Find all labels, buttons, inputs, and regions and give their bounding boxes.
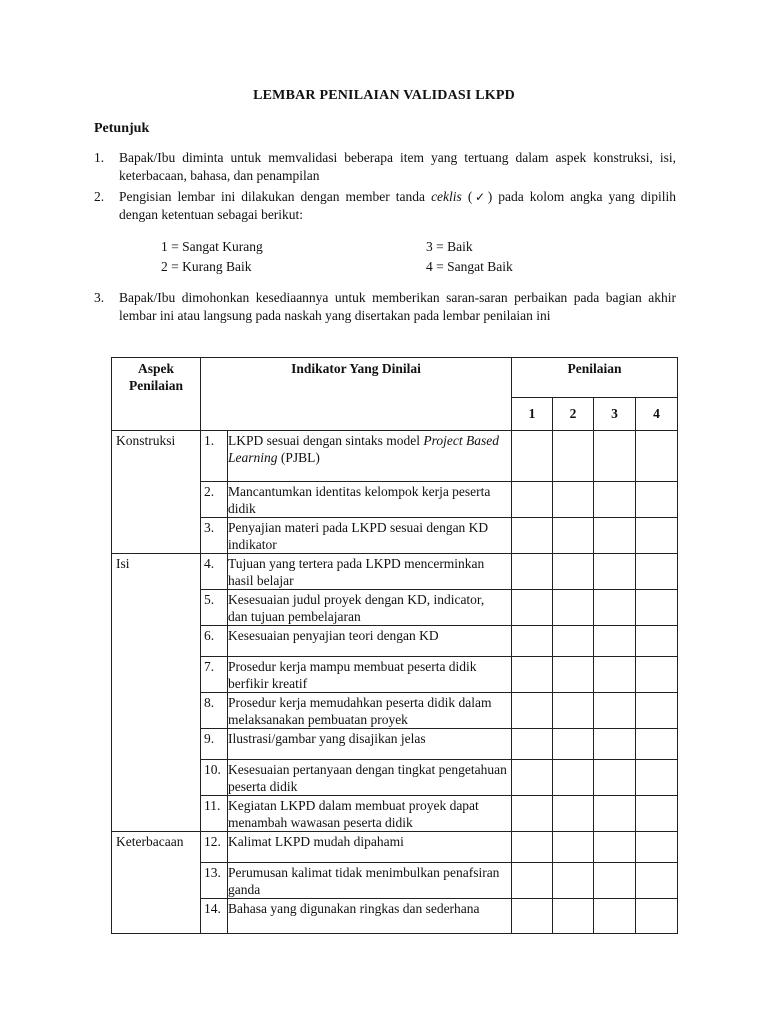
aspect-konstruksi: Konstruksi <box>112 431 201 554</box>
indicator-text: Tujuan yang tertera pada LKPD mencerminkan hasil belajar <box>228 554 512 590</box>
score-cell-1[interactable] <box>512 693 553 729</box>
score-cell-3[interactable] <box>594 899 636 934</box>
score-cell-1[interactable] <box>512 832 553 863</box>
score-cell-4[interactable] <box>636 482 678 518</box>
score-cell-1[interactable] <box>512 482 553 518</box>
indicator-text: Prosedur kerja mampu membuat peserta didik berfikir kreatif <box>228 657 512 693</box>
row-number: 11. <box>201 796 228 832</box>
score-cell-4[interactable] <box>636 590 678 626</box>
instruction-text: Pengisian lembar ini dilakukan dengan member tanda ceklis (✓) pada kolom angka yang dipilih dengan ketentuan sebagai berikut: <box>119 189 677 222</box>
score-cell-3[interactable] <box>594 693 636 729</box>
score-cell-1[interactable] <box>512 863 553 899</box>
scale-item: 3 = Baik <box>426 239 473 254</box>
score-cell-1[interactable] <box>512 431 553 482</box>
indicator-text: Kesesuaian judul proyek dengan KD, indicator, dan tujuan pembelajaran <box>228 590 512 626</box>
indicator-text: Prosedur kerja memudahkan peserta didik dalam melaksanakan pembuatan proyek <box>228 693 512 729</box>
scale-item: 4 = Sangat Baik <box>426 259 513 274</box>
row-number: 7. <box>201 657 228 693</box>
score-cell-3[interactable] <box>594 590 636 626</box>
header-aspect: Aspek Penilaian <box>112 358 201 431</box>
instructions-heading: Petunjuk <box>94 121 150 136</box>
header-score: Penilaian <box>512 358 678 398</box>
score-cell-4[interactable] <box>636 796 678 832</box>
indicator-text: Mancantumkan identitas kelompok kerja peserta didik <box>228 482 512 518</box>
score-cell-1[interactable] <box>512 760 553 796</box>
score-cell-3[interactable] <box>594 832 636 863</box>
score-cell-2[interactable] <box>553 590 594 626</box>
row-number: 14. <box>201 899 228 934</box>
score-cell-2[interactable] <box>553 657 594 693</box>
aspect-keterbacaan: Keterbacaan <box>112 832 201 934</box>
score-cell-2[interactable] <box>553 863 594 899</box>
validation-table <box>111 357 678 934</box>
score-cell-1[interactable] <box>512 729 553 760</box>
indicator-text: Bahasa yang digunakan ringkas dan sederhana <box>228 899 512 934</box>
score-cell-3[interactable] <box>594 482 636 518</box>
aspect-isi: Isi <box>112 554 201 832</box>
score-cell-3[interactable] <box>594 626 636 657</box>
row-number: 1. <box>201 431 228 482</box>
score-cell-2[interactable] <box>553 693 594 729</box>
row-number: 5. <box>201 590 228 626</box>
score-cell-3[interactable] <box>594 518 636 554</box>
instruction-text: Bapak/Ibu diminta untuk memvalidasi beberapa item yang tertuang dalam aspek konstruksi, isi, keterbacaan, bahasa, dan penampilan <box>119 150 676 183</box>
score-cell-2[interactable] <box>553 626 594 657</box>
score-cell-1[interactable] <box>512 554 553 590</box>
indicator-text: Kegiatan LKPD dalam membuat proyek dapat menambah wawasan peserta didik <box>228 796 512 832</box>
instruction-number: 2. <box>94 189 105 204</box>
score-cell-4[interactable] <box>636 431 678 482</box>
row-number: 13. <box>201 863 228 899</box>
table-row <box>112 554 678 590</box>
score-cell-1[interactable] <box>512 518 553 554</box>
scale-legend-right <box>426 237 513 277</box>
score-cell-4[interactable] <box>636 626 678 657</box>
row-number: 8. <box>201 693 228 729</box>
score-column-1: 1 <box>512 398 553 431</box>
table-row <box>112 431 678 482</box>
score-cell-4[interactable] <box>636 657 678 693</box>
row-number: 12. <box>201 832 228 863</box>
document-title: LEMBAR PENILAIAN VALIDASI LKPD <box>253 88 515 103</box>
indicator-text: Kesesuaian penyajian teori dengan KD <box>228 626 512 657</box>
instruction-item-3 <box>94 289 676 325</box>
instruction-item-2 <box>94 188 676 224</box>
row-number: 4. <box>201 554 228 590</box>
header-row <box>112 358 678 398</box>
score-cell-4[interactable] <box>636 863 678 899</box>
indicator-text: Kalimat LKPD mudah dipahami <box>228 832 512 863</box>
row-number: 6. <box>201 626 228 657</box>
indicator-text: LKPD sesuai dengan sintaks model Project Based Learning (PJBL) <box>228 431 512 482</box>
score-cell-2[interactable] <box>553 482 594 518</box>
score-cell-1[interactable] <box>512 590 553 626</box>
indicator-text: Kesesuaian pertanyaan dengan tingkat pengetahuan peserta didik <box>228 760 512 796</box>
row-number: 3. <box>201 518 228 554</box>
score-column-3: 3 <box>594 398 636 431</box>
score-column-4: 4 <box>636 398 678 431</box>
score-cell-4[interactable] <box>636 899 678 934</box>
score-cell-4[interactable] <box>636 832 678 863</box>
score-cell-4[interactable] <box>636 760 678 796</box>
score-cell-4[interactable] <box>636 693 678 729</box>
check-mark-icon: ✓ <box>472 190 488 204</box>
score-cell-3[interactable] <box>594 657 636 693</box>
score-cell-3[interactable] <box>594 554 636 590</box>
indicator-text: Penyajian materi pada LKPD sesuai dengan KD indikator <box>228 518 512 554</box>
score-column-2: 2 <box>553 398 594 431</box>
score-cell-2[interactable] <box>553 431 594 482</box>
score-cell-2[interactable] <box>553 832 594 863</box>
score-cell-1[interactable] <box>512 796 553 832</box>
row-number: 2. <box>201 482 228 518</box>
score-cell-2[interactable] <box>553 729 594 760</box>
score-cell-1[interactable] <box>512 626 553 657</box>
score-cell-3[interactable] <box>594 729 636 760</box>
table-row <box>112 832 678 863</box>
score-cell-3[interactable] <box>594 796 636 832</box>
score-cell-1[interactable] <box>512 899 553 934</box>
score-cell-4[interactable] <box>636 729 678 760</box>
score-cell-3[interactable] <box>594 760 636 796</box>
score-cell-1[interactable] <box>512 657 553 693</box>
score-cell-2[interactable] <box>553 796 594 832</box>
instruction-number: 1. <box>94 150 105 165</box>
scale-item: 2 = Kurang Baik <box>161 259 252 274</box>
score-cell-2[interactable] <box>553 554 594 590</box>
instruction-item-1 <box>94 149 676 185</box>
score-cell-2[interactable] <box>553 760 594 796</box>
score-cell-2[interactable] <box>553 899 594 934</box>
scale-legend-left <box>161 237 263 277</box>
scale-item: 1 = Sangat Kurang <box>161 239 263 254</box>
header-indicator: Indikator Yang Dinilai <box>201 358 512 431</box>
score-cell-4[interactable] <box>636 518 678 554</box>
indicator-text: Ilustrasi/gambar yang disajikan jelas <box>228 729 512 760</box>
score-cell-3[interactable] <box>594 431 636 482</box>
score-cell-4[interactable] <box>636 554 678 590</box>
score-cell-3[interactable] <box>594 863 636 899</box>
row-number: 10. <box>201 760 228 796</box>
row-number: 9. <box>201 729 228 760</box>
score-cell-2[interactable] <box>553 518 594 554</box>
indicator-text: Perumusan kalimat tidak menimbulkan penafsiran ganda <box>228 863 512 899</box>
instruction-text: Bapak/Ibu dimohonkan kesediaannya untuk memberikan saran-saran perbaikan pada bagian akhir lembar ini atau langsung pada naskah yang disertakan pada lembar penilaian ini <box>119 290 676 323</box>
instruction-number: 3. <box>94 290 105 305</box>
